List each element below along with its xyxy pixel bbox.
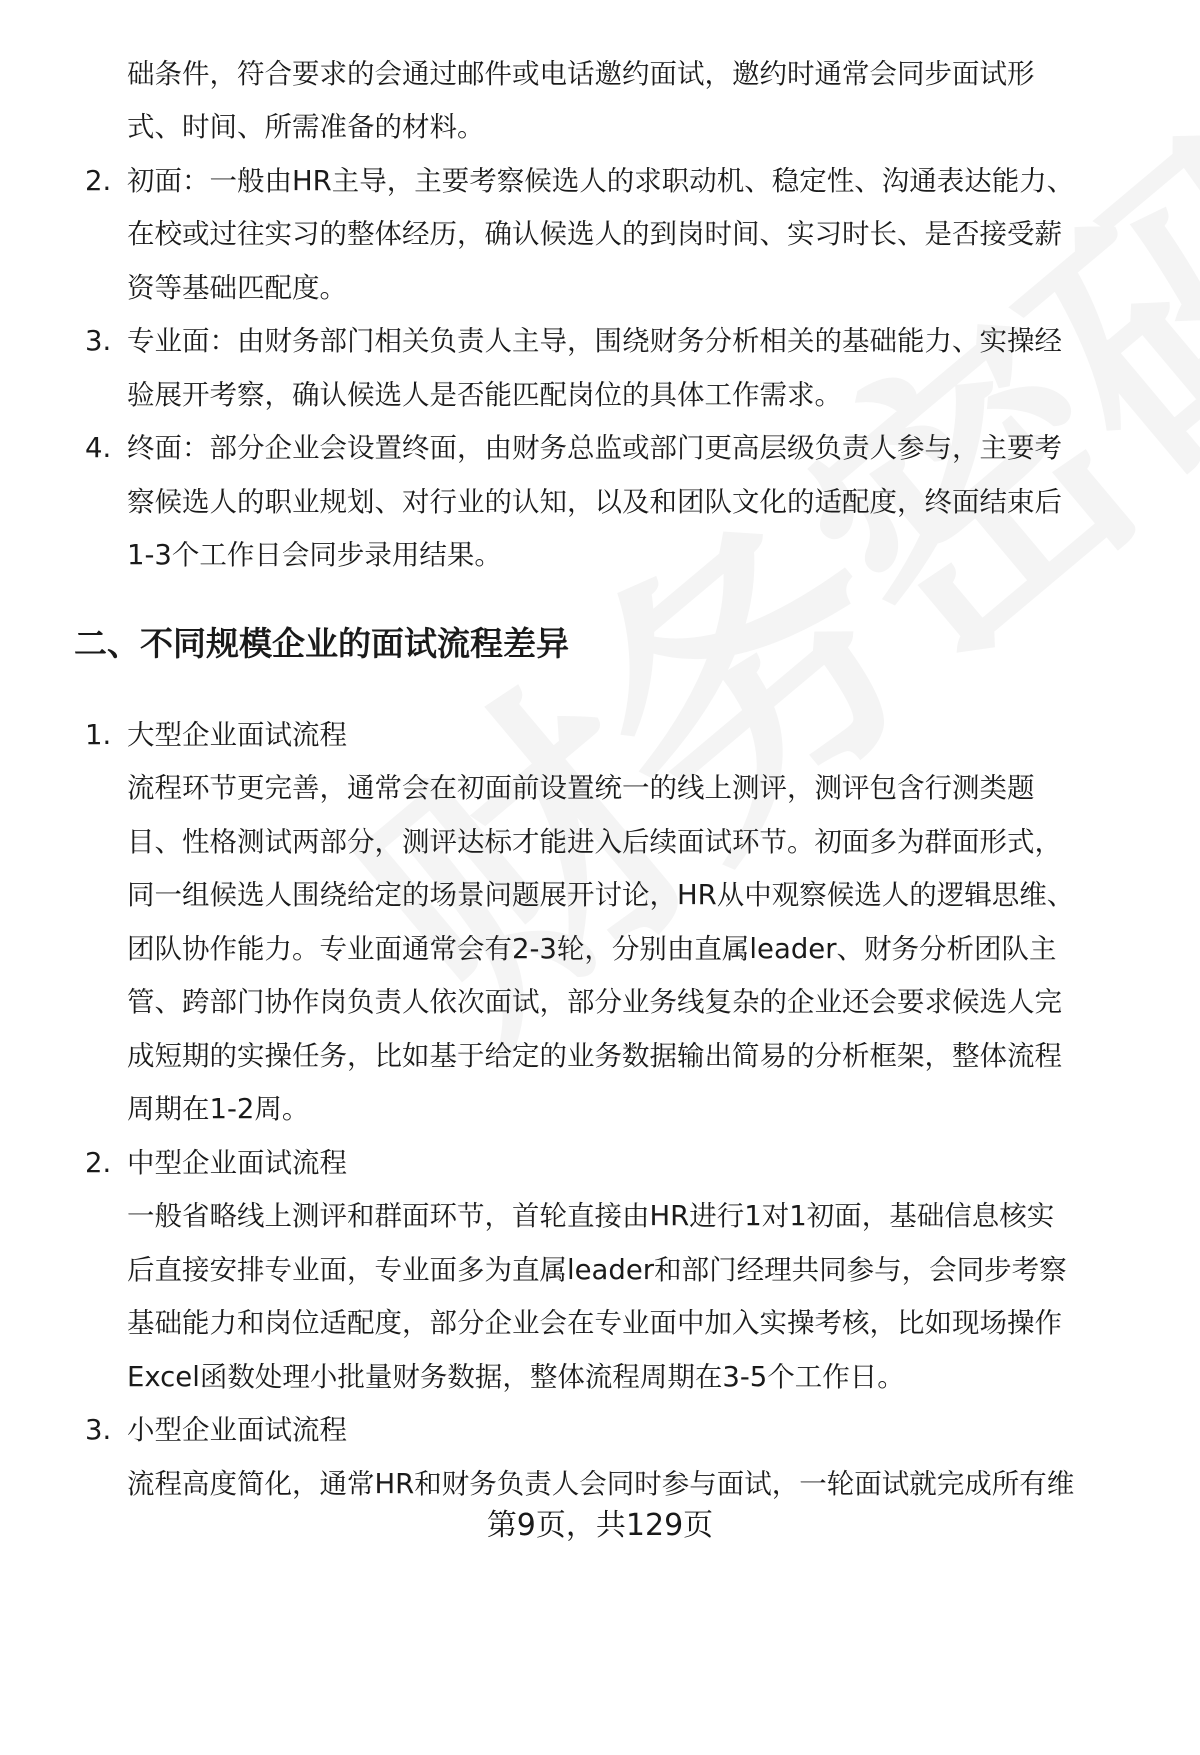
text-line: 后直接安排专业面，专业面多为直属leader和部门经理共同参与，会同步考察 bbox=[127, 1254, 1067, 1286]
section-heading: 二、不同规模企业的面试流程差异 bbox=[74, 624, 569, 663]
list-item-title: 大型企业面试流程 bbox=[127, 719, 347, 751]
list-item-title: 小型企业面试流程 bbox=[127, 1414, 347, 1446]
text-line: 流程高度简化，通常HR和财务负责人会同时参与面试，一轮面试就完成所有维 bbox=[127, 1468, 1075, 1500]
text-line: Excel函数处理小批量财务数据，整体流程周期在3-5个工作日。 bbox=[127, 1361, 905, 1393]
text-line: 同一组候选人围绕给定的场景问题展开讨论，HR从中观察候选人的逻辑思维、 bbox=[127, 879, 1075, 911]
list-number: 3. bbox=[85, 325, 112, 357]
text-line: 专业面：由财务部门相关负责人主导，围绕财务分析相关的基础能力、实操经 bbox=[127, 325, 1062, 357]
list-number: 2. bbox=[85, 165, 112, 197]
text-line: 基础能力和岗位适配度，部分企业会在专业面中加入实操考核，比如现场操作 bbox=[127, 1307, 1062, 1339]
text-line: 1-3个工作日会同步录用结果。 bbox=[127, 539, 502, 571]
list-item-title: 中型企业面试流程 bbox=[127, 1147, 347, 1179]
list-number: 3. bbox=[85, 1414, 112, 1446]
text-line: 终面：部分企业会设置终面，由财务总监或部门更高层级负责人参与，主要考 bbox=[127, 432, 1062, 464]
list-number: 1. bbox=[85, 719, 112, 751]
text-line: 流程环节更完善，通常会在初面前设置统一的线上测评，测评包含行测类题 bbox=[127, 772, 1035, 804]
text-line: 资等基础匹配度。 bbox=[127, 272, 347, 304]
text-line: 团队协作能力。专业面通常会有2-3轮，分别由直属leader、财务分析团队主 bbox=[127, 933, 1057, 965]
text-line: 式、时间、所需准备的材料。 bbox=[127, 111, 485, 143]
text-line: 础条件，符合要求的会通过邮件或电话邀约面试，邀约时通常会同步面试形 bbox=[127, 58, 1035, 90]
list-number: 2. bbox=[85, 1147, 112, 1179]
text-line: 在校或过往实习的整体经历，确认候选人的到岗时间、实习时长、是否接受薪 bbox=[127, 218, 1062, 250]
text-line: 周期在1-2周。 bbox=[127, 1093, 310, 1125]
page-number-footer: 第9页，共129页 bbox=[486, 1508, 714, 1543]
text-line: 初面：一般由HR主导，主要考察候选人的求职动机、稳定性、沟通表达能力、 bbox=[127, 165, 1075, 197]
text-line: 察候选人的职业规划、对行业的认知，以及和团队文化的适配度，终面结束后 bbox=[127, 486, 1062, 518]
text-line: 目、性格测试两部分，测评达标才能进入后续面试环节。初面多为群面形式， bbox=[127, 826, 1062, 858]
text-line: 一般省略线上测评和群面环节，首轮直接由HR进行1对1初面，基础信息核实 bbox=[127, 1200, 1055, 1232]
text-line: 验展开考察，确认候选人是否能匹配岗位的具体工作需求。 bbox=[127, 379, 842, 411]
text-line: 管、跨部门协作岗负责人依次面试，部分业务线复杂的企业还会要求候选人完 bbox=[127, 986, 1062, 1018]
text-line: 成短期的实操任务，比如基于给定的业务数据输出简易的分析框架，整体流程 bbox=[127, 1040, 1062, 1072]
list-number: 4. bbox=[85, 432, 112, 464]
